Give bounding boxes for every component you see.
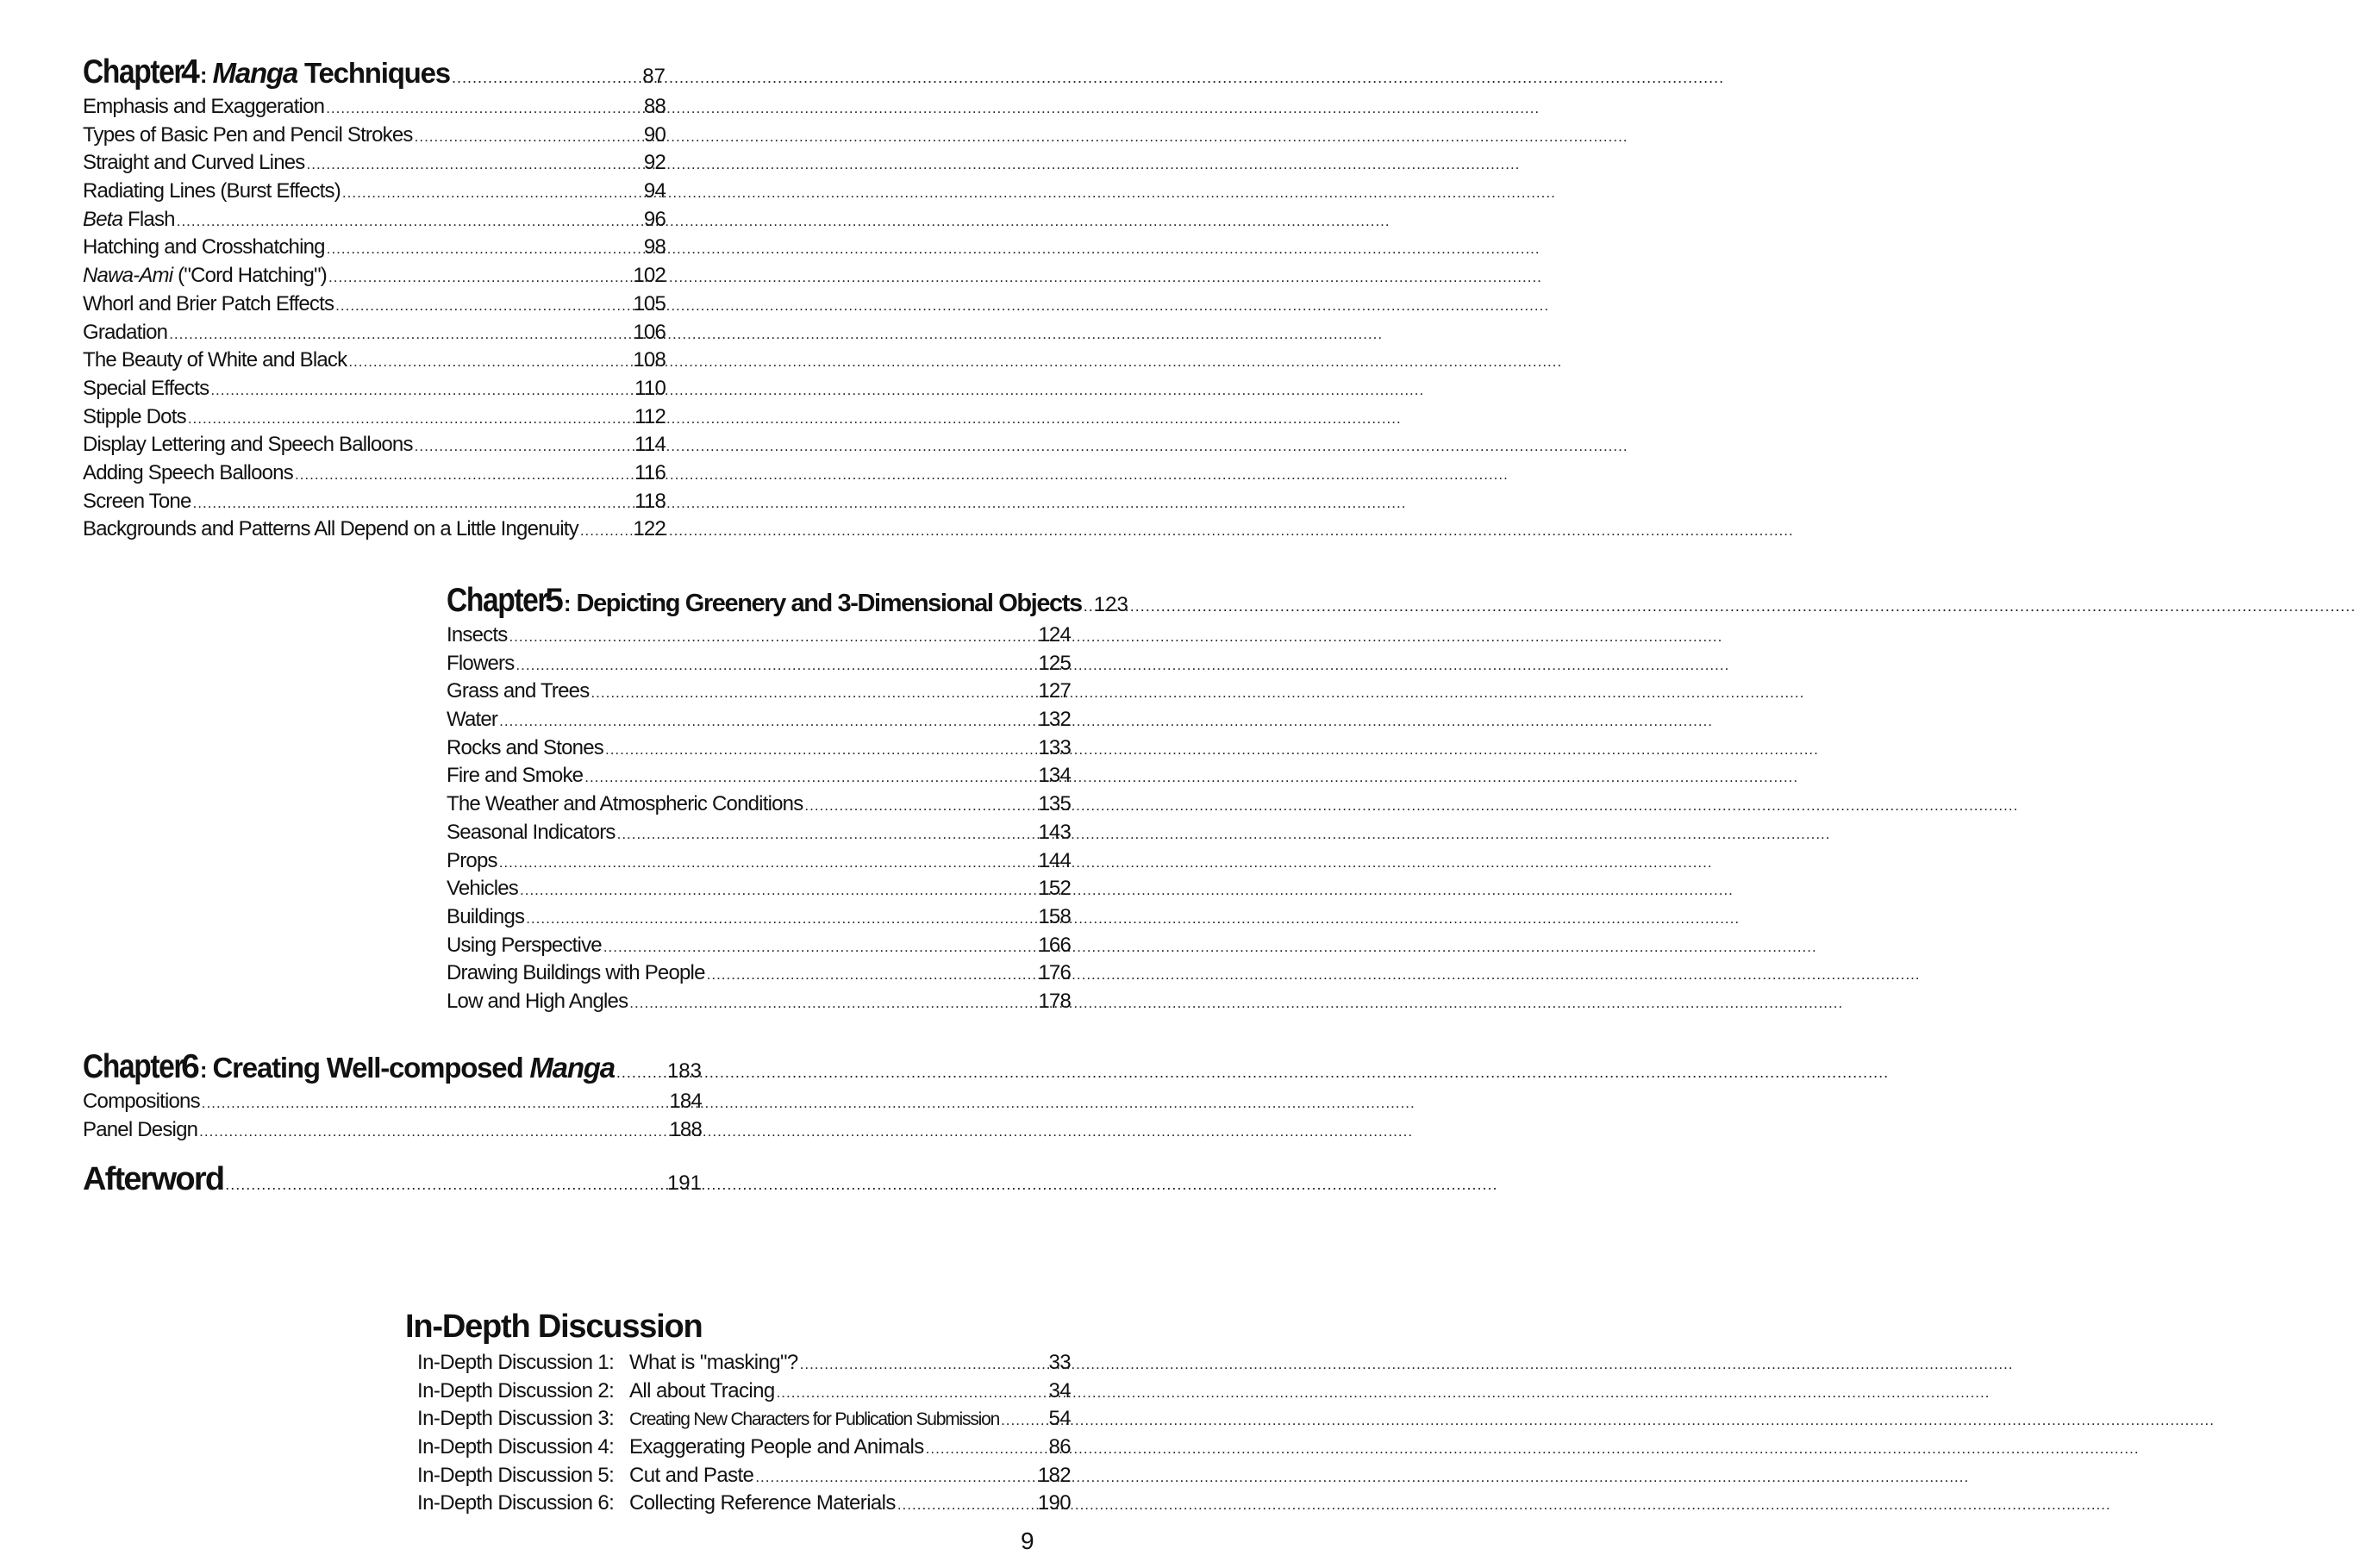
entry-title: Grass and Trees	[447, 679, 590, 703]
entry-page-number: 106	[633, 320, 666, 344]
toc-entry	[83, 290, 666, 319]
dot-leader	[591, 679, 1036, 708]
dot-leader	[603, 934, 1037, 962]
entry-title: Special Effects	[83, 376, 209, 400]
toc-entry	[447, 903, 1071, 932]
dot-leader	[629, 990, 1036, 1018]
in-depth-entry	[417, 1462, 1071, 1490]
chapter-4-entries	[83, 93, 666, 544]
toc-entry	[83, 347, 666, 375]
toc-entry	[83, 149, 666, 178]
in-depth-page-number: 54	[1048, 1407, 1071, 1431]
entry-title: Emphasis and Exaggeration	[83, 95, 325, 118]
entry-page-number: 188	[669, 1117, 702, 1141]
chapter-title-italic: Manga	[529, 1052, 615, 1084]
chapter-5-heading	[447, 580, 1128, 622]
chapter-6-heading	[83, 1046, 702, 1088]
toc-entry	[447, 650, 1071, 678]
dot-leader	[499, 708, 1036, 736]
in-depth-title: All about Tracing	[629, 1378, 775, 1402]
entry-page-number: 92	[643, 151, 666, 175]
in-depth-entry	[417, 1349, 1071, 1377]
entry-title: Low and High Angles	[447, 989, 628, 1013]
toc-entry	[83, 234, 666, 262]
chapter-colon: :	[199, 1057, 208, 1083]
entry-page-number: 127	[1038, 679, 1071, 703]
dot-leader	[210, 377, 633, 405]
dot-leader	[1084, 585, 1092, 627]
toc-page	[0, 0, 1128, 1568]
in-depth-heading: In-Depth Discussion	[405, 1309, 703, 1345]
dot-leader	[335, 292, 631, 321]
dot-leader	[499, 849, 1037, 878]
dot-leader	[926, 1435, 1047, 1464]
toc-entry	[447, 847, 1071, 876]
entry-title: Panel Design	[83, 1117, 198, 1141]
toc-entry	[447, 762, 1071, 790]
entry-title: Water	[447, 708, 498, 732]
entry-page-number: 102	[633, 264, 666, 288]
chapter-label: Chapter	[83, 53, 184, 91]
entry-title: Rocks and Stones	[447, 735, 603, 759]
toc-entry	[83, 93, 666, 122]
chapter-5-section	[447, 580, 1128, 1016]
afterword-title: Afterword	[83, 1161, 224, 1197]
toc-entry	[83, 262, 666, 290]
entry-page-number: 114	[634, 433, 666, 457]
entry-title: Drawing Buildings with People	[447, 961, 705, 985]
in-depth-title: What is "masking"?	[629, 1351, 798, 1374]
entry-page-number: 90	[643, 122, 666, 147]
toc-entry	[83, 122, 666, 150]
dot-leader	[897, 1491, 1036, 1520]
entry-page-number: 133	[1038, 735, 1071, 759]
dot-leader	[348, 348, 631, 377]
dot-leader	[193, 490, 634, 518]
in-depth-page-number: 182	[1037, 1463, 1071, 1487]
entry-title: Adding Speech Balloons	[83, 460, 293, 484]
entry-page-number: 184	[669, 1090, 702, 1113]
in-depth-title: Cut and Paste	[629, 1463, 754, 1487]
chapter-number: 5	[545, 582, 564, 619]
in-depth-title: Exaggerating People and Animals	[629, 1435, 924, 1459]
afterword-section	[83, 1159, 702, 1200]
dot-leader	[327, 235, 642, 264]
afterword-page-number: 191	[666, 1171, 702, 1195]
afterword-heading	[83, 1159, 702, 1200]
entry-title: Stipple Dots	[83, 404, 186, 428]
chapter-colon: :	[199, 62, 208, 88]
in-depth-label: In-Depth Discussion 6:	[417, 1491, 615, 1515]
dot-leader	[516, 652, 1036, 680]
in-depth-title: Creating New Characters for Publication Submission	[629, 1409, 1000, 1430]
in-depth-entry	[417, 1405, 1071, 1434]
dot-leader	[177, 208, 642, 236]
dot-leader	[202, 1090, 668, 1118]
in-depth-entry	[417, 1490, 1071, 1518]
entry-title: Buildings	[447, 904, 525, 928]
chapter-title-italic: Manga	[212, 57, 298, 89]
chapter-4-section	[83, 52, 666, 544]
entry-page-number: 144	[1038, 848, 1071, 872]
entry-page-number: 125	[1038, 651, 1071, 675]
entry-title: Straight and Curved Lines	[83, 151, 305, 175]
entry-page-number: 152	[1038, 877, 1071, 901]
entry-title: Compositions	[83, 1090, 200, 1113]
entry-title: Using Perspective	[447, 933, 602, 957]
toc-entry	[447, 790, 1071, 819]
chapter-page-number: 123	[1093, 593, 1128, 616]
entry-page-number: 158	[1038, 904, 1071, 928]
dot-leader	[307, 151, 642, 179]
toc-entry	[447, 932, 1071, 960]
chapter-title: Depicting Greenery and 3-Dimensional Objects	[576, 590, 1082, 617]
chapter-5-entries	[447, 622, 1071, 1016]
entry-title: Fire and Smoke	[447, 764, 584, 788]
chapter-6-section	[83, 1046, 702, 1144]
dot-leader	[452, 57, 641, 98]
toc-entry	[447, 622, 1071, 650]
entry-page-number: 105	[633, 291, 666, 315]
toc-entry	[447, 819, 1071, 847]
entry-title: The Weather and Atmospheric Conditions	[447, 792, 803, 816]
entry-title: The Beauty of White and Black	[83, 348, 347, 372]
chapter-page-number: 183	[666, 1059, 702, 1083]
chapter-number: 4	[181, 53, 200, 91]
toc-entry	[447, 988, 1071, 1016]
chapter-number: 6	[181, 1048, 200, 1085]
entry-page-number: 116	[634, 460, 666, 484]
dot-leader	[295, 461, 633, 490]
in-depth-label: In-Depth Discussion 5:	[417, 1463, 615, 1487]
entry-title: Screen Tone	[83, 489, 191, 513]
toc-entry	[83, 459, 666, 488]
chapter-6-entries	[83, 1088, 702, 1144]
entry-title: Insects	[447, 623, 508, 647]
dot-leader	[1001, 1407, 1047, 1435]
in-depth-entries	[417, 1349, 1071, 1518]
entry-page-number: 124	[1038, 623, 1071, 647]
entry-title: Display Lettering and Speech Balloons	[83, 433, 413, 457]
entry-title: Whorl and Brier Patch Effects	[83, 291, 334, 315]
in-depth-page-number: 190	[1037, 1491, 1071, 1515]
in-depth-label: In-Depth Discussion 1:	[417, 1351, 615, 1374]
dot-leader	[804, 792, 1036, 821]
dot-leader	[225, 1164, 666, 1205]
dot-leader	[800, 1351, 1047, 1379]
entry-page-number: 132	[1038, 708, 1071, 732]
page-number: 9	[1021, 1527, 1034, 1554]
entry-title	[83, 262, 327, 290]
in-depth-label: In-Depth Discussion 4:	[417, 1435, 615, 1459]
entry-page-number: 178	[1038, 989, 1071, 1013]
entry-page-number: 135	[1038, 792, 1071, 816]
in-depth-page-number: 33	[1048, 1351, 1071, 1374]
in-depth-label: In-Depth Discussion 3:	[417, 1407, 615, 1431]
entry-title: Hatching and Crosshatching	[83, 235, 325, 259]
entry-page-number: 143	[1038, 820, 1071, 844]
entry-title: Seasonal Indicators	[447, 820, 616, 844]
chapter-page-number: 87	[642, 65, 666, 88]
entry-title-rest: Flash	[122, 207, 175, 231]
dot-leader	[342, 179, 642, 208]
entry-title	[83, 206, 175, 234]
chapter-title	[213, 1047, 615, 1089]
dot-leader	[188, 405, 633, 434]
entry-page-number: 176	[1038, 961, 1071, 985]
entry-page-number: 166	[1038, 933, 1071, 957]
entry-title: Props	[447, 848, 497, 872]
entry-page-number: 88	[643, 95, 666, 118]
in-depth-entry	[417, 1434, 1071, 1462]
in-depth-page-number: 34	[1048, 1378, 1071, 1402]
dot-leader	[755, 1464, 1035, 1492]
dot-leader	[617, 821, 1037, 849]
dot-leader	[328, 264, 631, 292]
entry-page-number: 96	[643, 207, 666, 231]
dot-leader	[520, 877, 1036, 905]
toc-entry	[83, 488, 666, 516]
toc-entry	[447, 959, 1071, 988]
toc-entry	[447, 706, 1071, 734]
toc-entry	[83, 206, 666, 234]
toc-entry	[83, 178, 666, 206]
toc-entry	[447, 678, 1071, 706]
dot-leader	[777, 1379, 1047, 1408]
in-depth-page-number: 86	[1048, 1435, 1071, 1459]
in-depth-section	[406, 1304, 1071, 1518]
toc-entry	[83, 403, 666, 432]
dot-leader	[199, 1118, 667, 1146]
chapter-label: Chapter	[447, 582, 548, 619]
dot-leader	[526, 905, 1036, 934]
entry-page-number: 112	[634, 404, 666, 428]
chapter-title-rest: Techniques	[297, 57, 450, 89]
entry-title-italic: Nawa-Ami	[83, 264, 173, 288]
toc-entry	[83, 515, 666, 544]
entry-title: Gradation	[83, 320, 168, 344]
chapter-label: Chapter	[83, 1048, 184, 1085]
entry-title-italic: Beta	[83, 207, 123, 231]
toc-entry	[83, 1116, 702, 1145]
dot-leader	[509, 623, 1036, 652]
entry-title-rest: ("Cord Hatching")	[172, 264, 327, 288]
dot-leader	[707, 961, 1037, 990]
toc-entry	[83, 319, 666, 347]
entry-page-number: 98	[643, 235, 666, 259]
dot-leader	[169, 321, 631, 349]
chapter-title-rest: Creating Well-composed	[212, 1052, 530, 1084]
entry-title: Backgrounds and Patterns All Depend on a Little Ingenuity	[83, 517, 578, 541]
toc-entry	[83, 1088, 702, 1116]
entry-page-number: 122	[633, 517, 666, 541]
entry-page-number: 108	[633, 348, 666, 372]
in-depth-entry	[417, 1377, 1071, 1406]
chapter-4-heading	[83, 52, 666, 93]
dot-leader	[584, 764, 1036, 792]
entry-title: Vehicles	[447, 877, 518, 901]
entry-page-number: 134	[1038, 764, 1071, 788]
entry-title: Radiating Lines (Burst Effects)	[83, 179, 341, 203]
entry-title: Flowers	[447, 651, 515, 675]
dot-leader	[605, 736, 1036, 765]
entry-page-number: 94	[643, 179, 666, 203]
dot-leader	[616, 1052, 666, 1093]
entry-title: Types of Basic Pen and Pencil Strokes	[83, 122, 413, 147]
dot-leader	[326, 95, 642, 123]
in-depth-title: Collecting Reference Materials	[629, 1491, 896, 1515]
toc-entry	[447, 875, 1071, 903]
in-depth-label: In-Depth Discussion 2:	[417, 1378, 615, 1402]
dot-leader	[415, 123, 642, 152]
entry-page-number: 118	[634, 489, 666, 513]
dot-leader	[580, 517, 632, 546]
dot-leader	[415, 433, 633, 461]
toc-entry	[83, 375, 666, 403]
toc-entry	[447, 734, 1071, 763]
chapter-title	[213, 53, 450, 94]
toc-entry	[83, 431, 666, 459]
chapter-colon: :	[563, 590, 572, 616]
entry-page-number: 110	[634, 376, 666, 400]
